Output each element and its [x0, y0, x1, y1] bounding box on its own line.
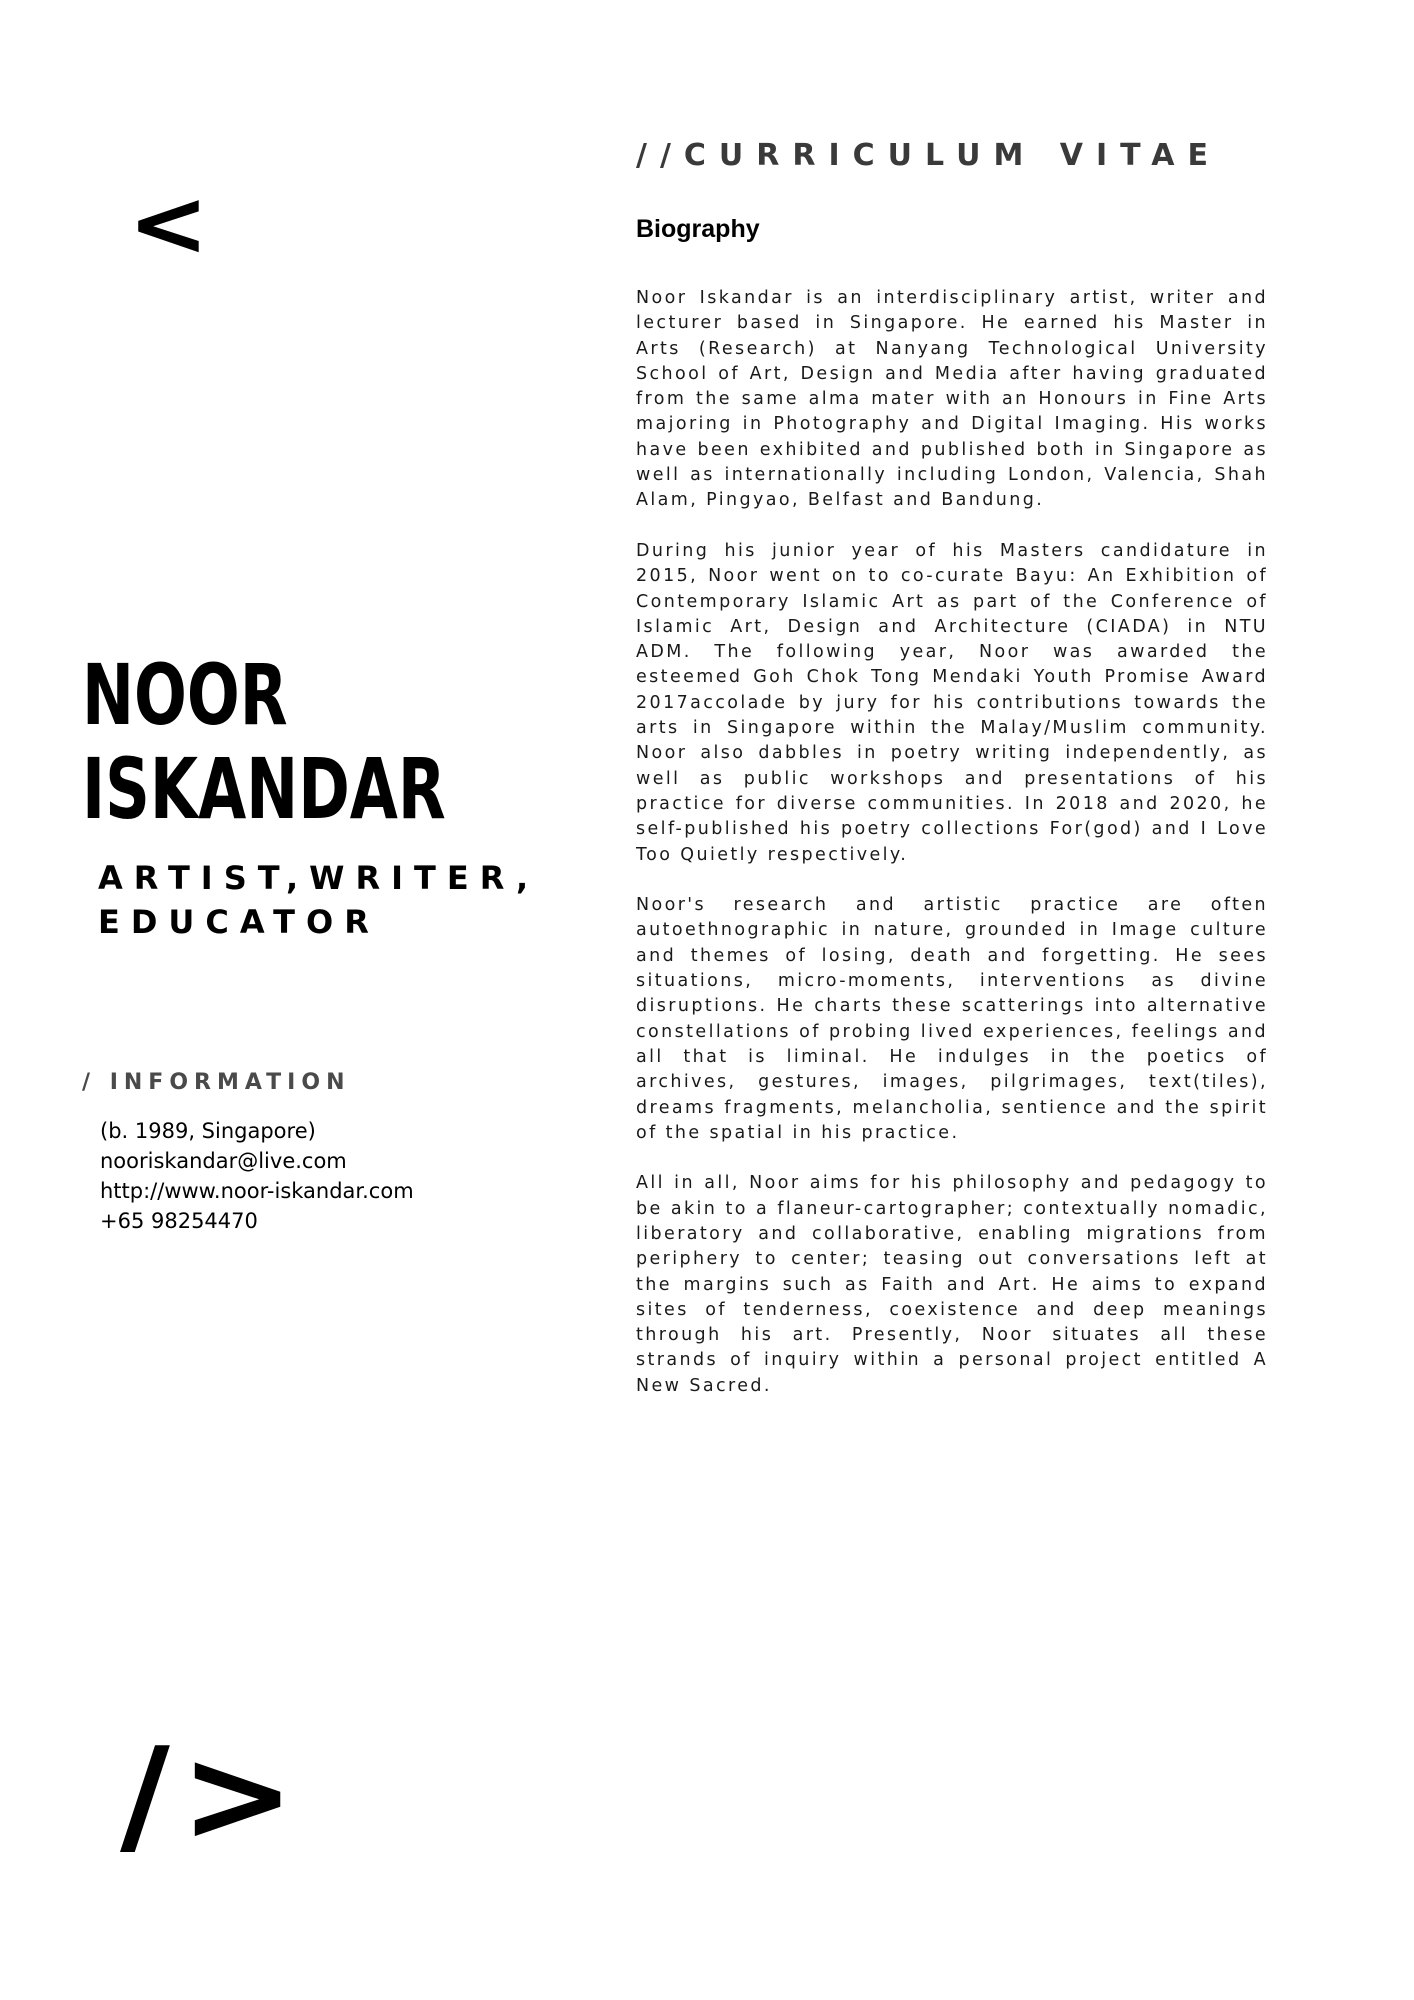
- role-line-1: ARTIST,WRITER,: [98, 859, 540, 897]
- role-line-2: EDUCATOR: [98, 903, 380, 941]
- email: nooriskandar@live.com: [100, 1149, 347, 1173]
- phone: +65 98254470: [100, 1209, 258, 1233]
- name-heading: [82, 648, 574, 836]
- cv-title: //CURRICULUM VITAE: [636, 138, 1221, 173]
- information-list: [100, 1116, 414, 1236]
- last-name: ISKANDAR: [82, 740, 446, 838]
- biography-paragraph: All in all, Noor aims for his philosophy and pedagogy to be akin to a flaneur-cartographer; contextually nomadic, liberatory and collaborative, enabling migrations from periphery to center; teasing out conversations left at the margins such as Faith and Art. He aims to expand sites of tenderness, coexistence and deep meanings through his art. Presently, Noor situates all these strands of inquiry within a personal project entitled A New Sacred.: [636, 1173, 1268, 1396]
- close-bracket-decoration: />: [120, 1719, 306, 1871]
- roles: [98, 856, 539, 944]
- open-bracket-decoration: <: [128, 170, 209, 277]
- website: http://www.noor-iskandar.com: [100, 1179, 414, 1203]
- first-name: NOOR: [82, 646, 288, 744]
- biography-paragraph: Noor Iskandar is an interdisciplinary artist, writer and lecturer based in Singapore. He earned his Master in Arts (Research) at Nanyang Technological University School of Art, Design and Media after having graduated from the same alma mater with an Honours in Fine Arts majoring in Photography and Digital Imaging. His works have been exhibited and published both in Singapore as well as internationally including London, Valencia, Shah Alam, Pingyao, Belfast and Bandung.: [636, 288, 1268, 511]
- biography-paragraph: During his junior year of his Masters candidature in 2015, Noor went on to co-curate Bayu: An Exhibition of Contemporary Islamic Art as part of the Conference of Islamic Art, Design and Architecture (CIADA) in NTU ADM. The following year, Noor was awarded the esteemed Goh Chok Tong Mendaki Youth Promise Award 2017accolade by jury for his contributions towards the arts in Singapore within the Malay/Muslim community. Noor also dabbles in poetry writing independently, as well as public workshops and presentations of his practice for diverse communities. In 2018 and 2020, he self-published his poetry collections For(god) and I Love Too Quietly respectively.: [636, 540, 1268, 865]
- birth-info: (b. 1989, Singapore): [100, 1119, 316, 1143]
- information-title: / INFORMATION: [82, 1070, 351, 1095]
- biography-heading: Biography: [636, 215, 760, 243]
- biography-text: [636, 286, 1268, 1424]
- biography-paragraph: Noor's research and artistic practice are often autoethnographic in nature, grounded in Image culture and themes of losing, death and forgetting. He sees situations, micro-moments, interventions as divine disruptions. He charts these scatterings into alternative constellations of probing lived experiences, feelings and all that is liminal. He indulges in the poetics of archives, gestures, images, pilgrimages, text(tiles), dreams fragments, melancholia, sentience and the spirit of the spatial in his practice.: [636, 895, 1268, 1143]
